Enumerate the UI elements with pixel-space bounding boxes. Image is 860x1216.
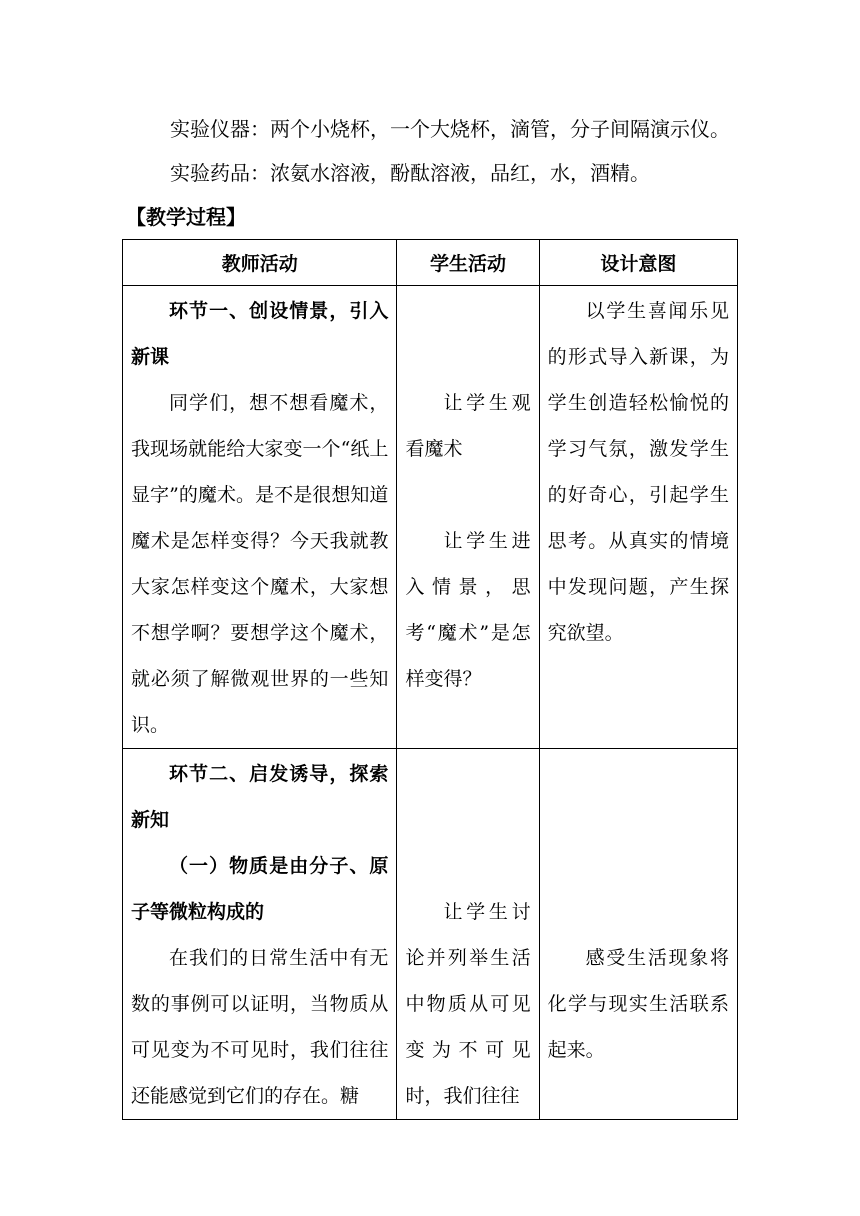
row2-teacher-subtitle: （一）物质是由分子、原子等微粒构成的 — [131, 855, 389, 923]
section-heading: 【教学过程】 — [126, 205, 246, 229]
row2-teacher-title: 环节二、启发诱导，探索新知 — [131, 763, 389, 831]
table-row — [123, 286, 738, 749]
row1-student-text-1: 让学生观看魔术 — [405, 392, 531, 460]
row2-teacher-body: 在我们的日常生活中有无数的事例可以证明，当物质从可见变为不可见时，我们往往还能感觉到它们的存在。糖 — [131, 947, 389, 1107]
row1-design-cell — [539, 286, 737, 749]
header-teacher-activity: 教师活动 — [123, 240, 397, 286]
apparatus-line: 实验仪器：两个小烧杯，一个大烧杯，滴管，分子间隔演示仪。 — [170, 117, 730, 141]
row2-design-text: 感受生活现象将化学与现实生活联系起来。 — [547, 947, 729, 1061]
table-row — [123, 749, 738, 1120]
teaching-process-table — [122, 239, 738, 1120]
row1-teacher-body: 同学们，想不想看魔术，我现场就能给大家变一个“纸上显字”的魔术。是不是很想知道魔术是怎样变得？今天我就教大家怎样变这个魔术，大家想不想学啊？要想学这个魔术，就必须了解微观世界的一些知识。 — [131, 392, 389, 736]
header-design-intent: 设计意图 — [539, 240, 737, 286]
row1-student-text-2: 让学生进入情景，思考“魔术”是怎样变得？ — [405, 530, 531, 690]
row1-student-cell — [397, 286, 539, 749]
header-student-activity: 学生活动 — [397, 240, 539, 286]
row1-design-text: 以学生喜闻乐见的形式导入新课，为学生创造轻松愉悦的学习气氛，激发学生的好奇心，引起学生思考。从真实的情境中发现问题，产生探究欲望。 — [547, 300, 729, 644]
table-header-row — [123, 240, 738, 286]
row1-teacher-cell — [123, 286, 397, 749]
row2-teacher-cell — [123, 749, 397, 1120]
row2-student-cell — [397, 749, 539, 1120]
row1-teacher-title: 环节一、创设情景，引入新课 — [131, 300, 389, 368]
reagents-line: 实验药品：浓氨水溶液，酚酞溶液，品红，水，酒精。 — [170, 161, 650, 185]
row2-design-cell — [539, 749, 737, 1120]
row2-student-text: 让学生讨论并列举生活中物质从可见变为不可见时，我们往往 — [405, 901, 531, 1107]
